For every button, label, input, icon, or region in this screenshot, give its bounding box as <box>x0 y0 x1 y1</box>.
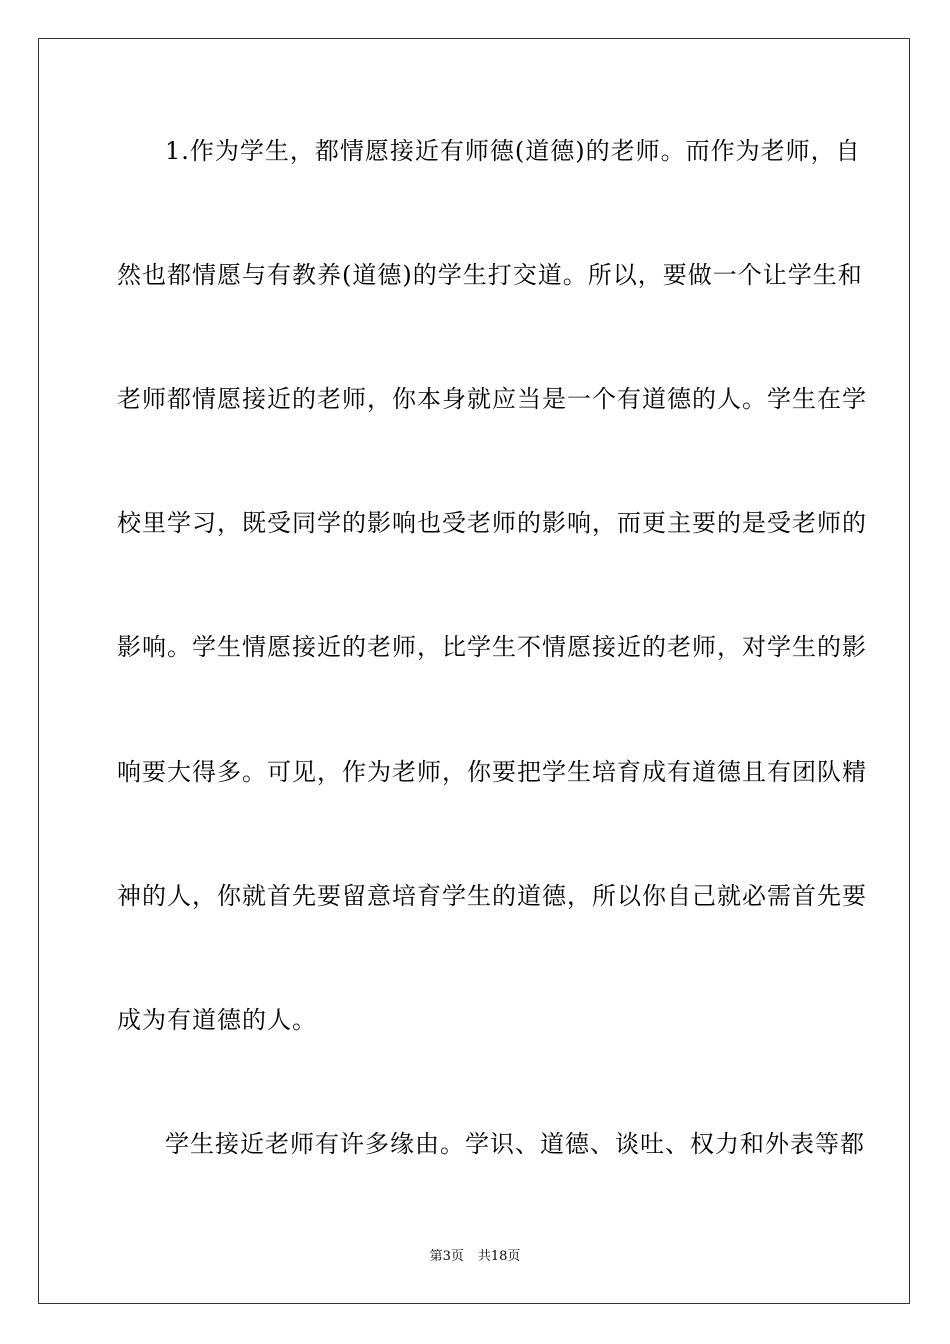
paragraph-1-line-8: 成为有道德的人。 <box>117 1006 317 1034</box>
paragraph-2-line-1: 学生接近老师有许多缘由。学识、道德、谈吐、权力和外表等都 <box>165 1130 865 1158</box>
page-border <box>38 38 910 1304</box>
page-number: 第3页 <box>429 1249 464 1264</box>
paragraph-1-line-2: 然也都情愿与有教养(道德)的学生打交道。所以，要做一个让学生和 <box>117 261 863 289</box>
paragraph-1-line-7: 神的人，你就首先要留意培育学生的道德，所以你自己就必需首先要 <box>117 882 867 910</box>
paragraph-1-line-5: 影响。学生情愿接近的老师，比学生不情愿接近的老师，对学生的影 <box>117 633 867 661</box>
paragraph-1-line-3: 老师都情愿接近的老师，你本身就应当是一个有道德的人。学生在学 <box>117 385 867 413</box>
paragraph-1-line-1: 1.作为学生，都情愿接近有师德(道德)的老师。而作为老师，自 <box>165 137 861 165</box>
paragraph-1-line-6: 响要大得多。可见，作为老师，你要把学生培育成有道德且有团队精 <box>117 758 867 786</box>
page-footer <box>0 1249 950 1265</box>
page-total: 共18页 <box>477 1249 521 1264</box>
paragraph-1-line-4: 校里学习，既受同学的影响也受老师的影响，而更主要的是受老师的 <box>117 509 867 537</box>
